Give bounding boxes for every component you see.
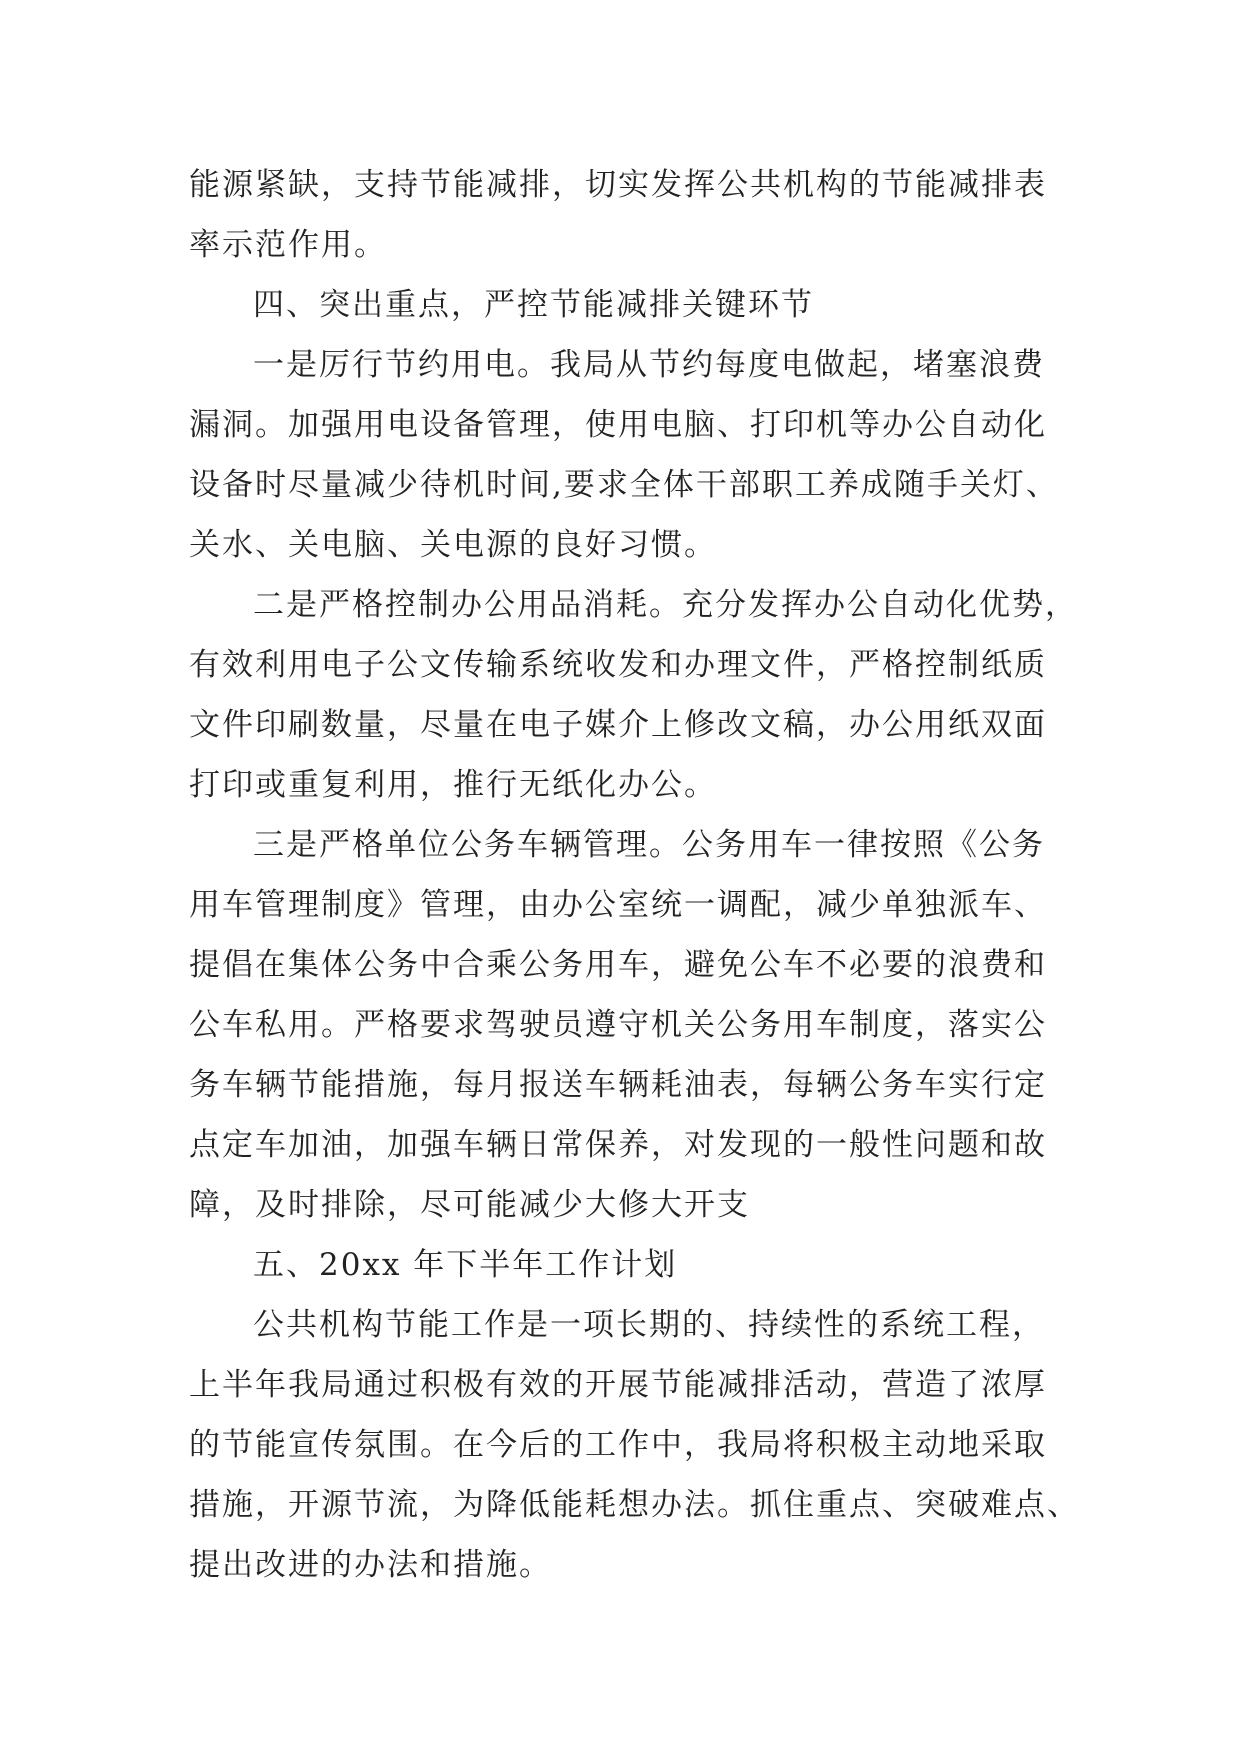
text-line: 务车辆节能措施，每月报送车辆耗油表，每辆公务车实行定 xyxy=(189,1067,1047,1103)
section-heading-4 xyxy=(189,275,1069,335)
text-line: 打印或重复利用，推行无纸化办公。 xyxy=(189,767,717,803)
text-line: 文件印刷数量，尽量在电子媒介上修改文稿，办公用纸双面 xyxy=(189,707,1047,743)
text-line: 有效利用电子公文传输系统收发和办理文件，严格控制纸质 xyxy=(189,647,1047,683)
text-line: 能源紧缺，支持节能减排，切实发挥公共机构的节能减排表 xyxy=(189,167,1047,203)
text-line: 设备时尽量减少待机时间,要求全体干部职工养成随手关灯、 xyxy=(189,467,1059,503)
text-line: 二是严格控制办公用品消耗。充分发挥办公自动化优势， xyxy=(253,587,1078,623)
text-line: 用车管理制度》管理，由办公室统一调配，减少单独派车、 xyxy=(189,887,1047,923)
paragraph-intro-continuation xyxy=(189,155,1069,275)
text-line: 三是严格单位公务车辆管理。公务用车一律按照《公务 xyxy=(253,827,1045,863)
text-line: 障，及时排除，尽可能减少大修大开支 xyxy=(189,1187,750,1223)
text-line: 一是厉行节约用电。我局从节约每度电做起，堵塞浪费 xyxy=(253,347,1045,383)
text-line: 公共机构节能工作是一项长期的、持续性的系统工程， xyxy=(253,1307,1045,1343)
text-line: 提出改进的办法和措施。 xyxy=(189,1547,552,1583)
text-line: 率示范作用。 xyxy=(189,227,387,263)
paragraph-electricity xyxy=(189,335,1069,575)
text-line: 提倡在集体公务中合乘公务用车，避免公车不必要的浪费和 xyxy=(189,947,1047,983)
heading-line: 四、突出重点，严控节能减排关键环节 xyxy=(253,287,814,323)
text-line: 措施，开源节流，为降低能耗想办法。抓住重点、突破难点、 xyxy=(189,1487,1080,1523)
text-line: 关水、关电脑、关电源的良好习惯。 xyxy=(189,527,717,563)
paragraph-office-supplies xyxy=(189,575,1078,815)
text-line: 的节能宣传氛围。在今后的工作中，我局将积极主动地采取 xyxy=(189,1427,1047,1463)
text-line: 漏洞。加强用电设备管理，使用电脑、打印机等办公自动化 xyxy=(189,407,1047,443)
paragraph-plan xyxy=(189,1295,1080,1595)
document-body xyxy=(189,155,1080,1595)
text-line: 点定车加油，加强车辆日常保养，对发现的一般性问题和故 xyxy=(189,1127,1047,1163)
text-line: 上半年我局通过积极有效的开展节能减排活动，营造了浓厚 xyxy=(189,1367,1047,1403)
paragraph-vehicles xyxy=(189,815,1069,1235)
section-heading-5 xyxy=(189,1235,1069,1295)
text-line: 公车私用。严格要求驾驶员遵守机关公务用车制度，落实公 xyxy=(189,1007,1047,1043)
heading-line: 五、20xx 年下半年工作计划 xyxy=(253,1247,678,1283)
